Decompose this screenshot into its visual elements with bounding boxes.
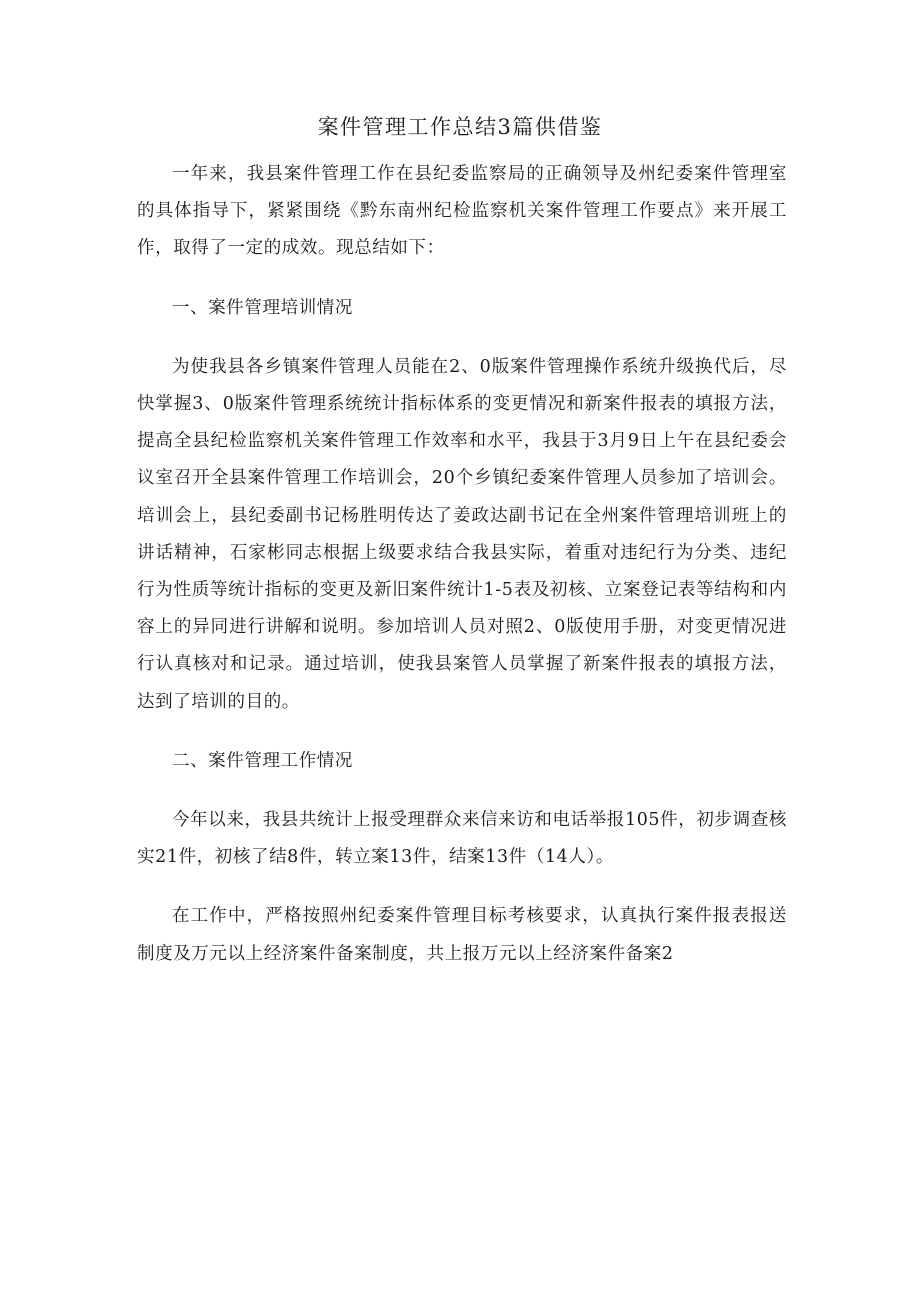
section-heading-work: 二、案件管理工作情况 xyxy=(172,750,353,771)
paragraph-training: 为使我县各乡镇案件管理人员能在2、0版案件管理操作系统升级换代后，尽快掌握3、0版案件管理系统统计指标体系的变更情况和新案件报表的填报方法，提高全县纪检监察机关案件管理工作效率和水平，我县于3月9日上午在县纪委会议室召开全县案件管理工作培训会，20个乡镇纪委案件管理人员参加了培训会。培训会上，县纪委副书记杨胜明传达了姜政达副书记在全州案件管理培训班上的讲话精神，石家彬同志根据上级要求结合我县实际，着重对违纪行为分类、违纪行为性质等统计指标的变更及新旧案件统计1-5表及初核、立案登记表等结构和内容上的异同进行讲解和说明。参加培训人员对照2、0版使用手册，对变更情况进行认真核对和记录。通过培训，使我县案管人员掌握了新案件报表的填报方法，达到了培训的目的。 xyxy=(137,356,787,712)
paragraph-intro: 一年来，我县案件管理工作在县纪委监察局的正确领导及州纪委案件管理室的具体指导下，紧紧围绕《黔东南州纪检监察机关案件管理工作要点》来开展工作，取得了一定的成效。现总结如下： xyxy=(137,164,787,259)
document-title: 案件管理工作总结3篇供借鉴 xyxy=(317,115,603,139)
document-body xyxy=(137,156,787,973)
section-heading-training: 一、案件管理培训情况 xyxy=(172,297,353,318)
paragraph-reporting: 在工作中，严格按照州纪委案件管理目标考核要求，认真执行案件报表报送制度及万元以上经济案件备案制度，共上报万元以上经济案件备案2 xyxy=(137,906,787,964)
paragraph-statistics: 今年以来，我县共统计上报受理群众来信来访和电话举报105件，初步调查核实21件，初核了结8件，转立案13件，结案13件（14人）。 xyxy=(137,810,787,868)
